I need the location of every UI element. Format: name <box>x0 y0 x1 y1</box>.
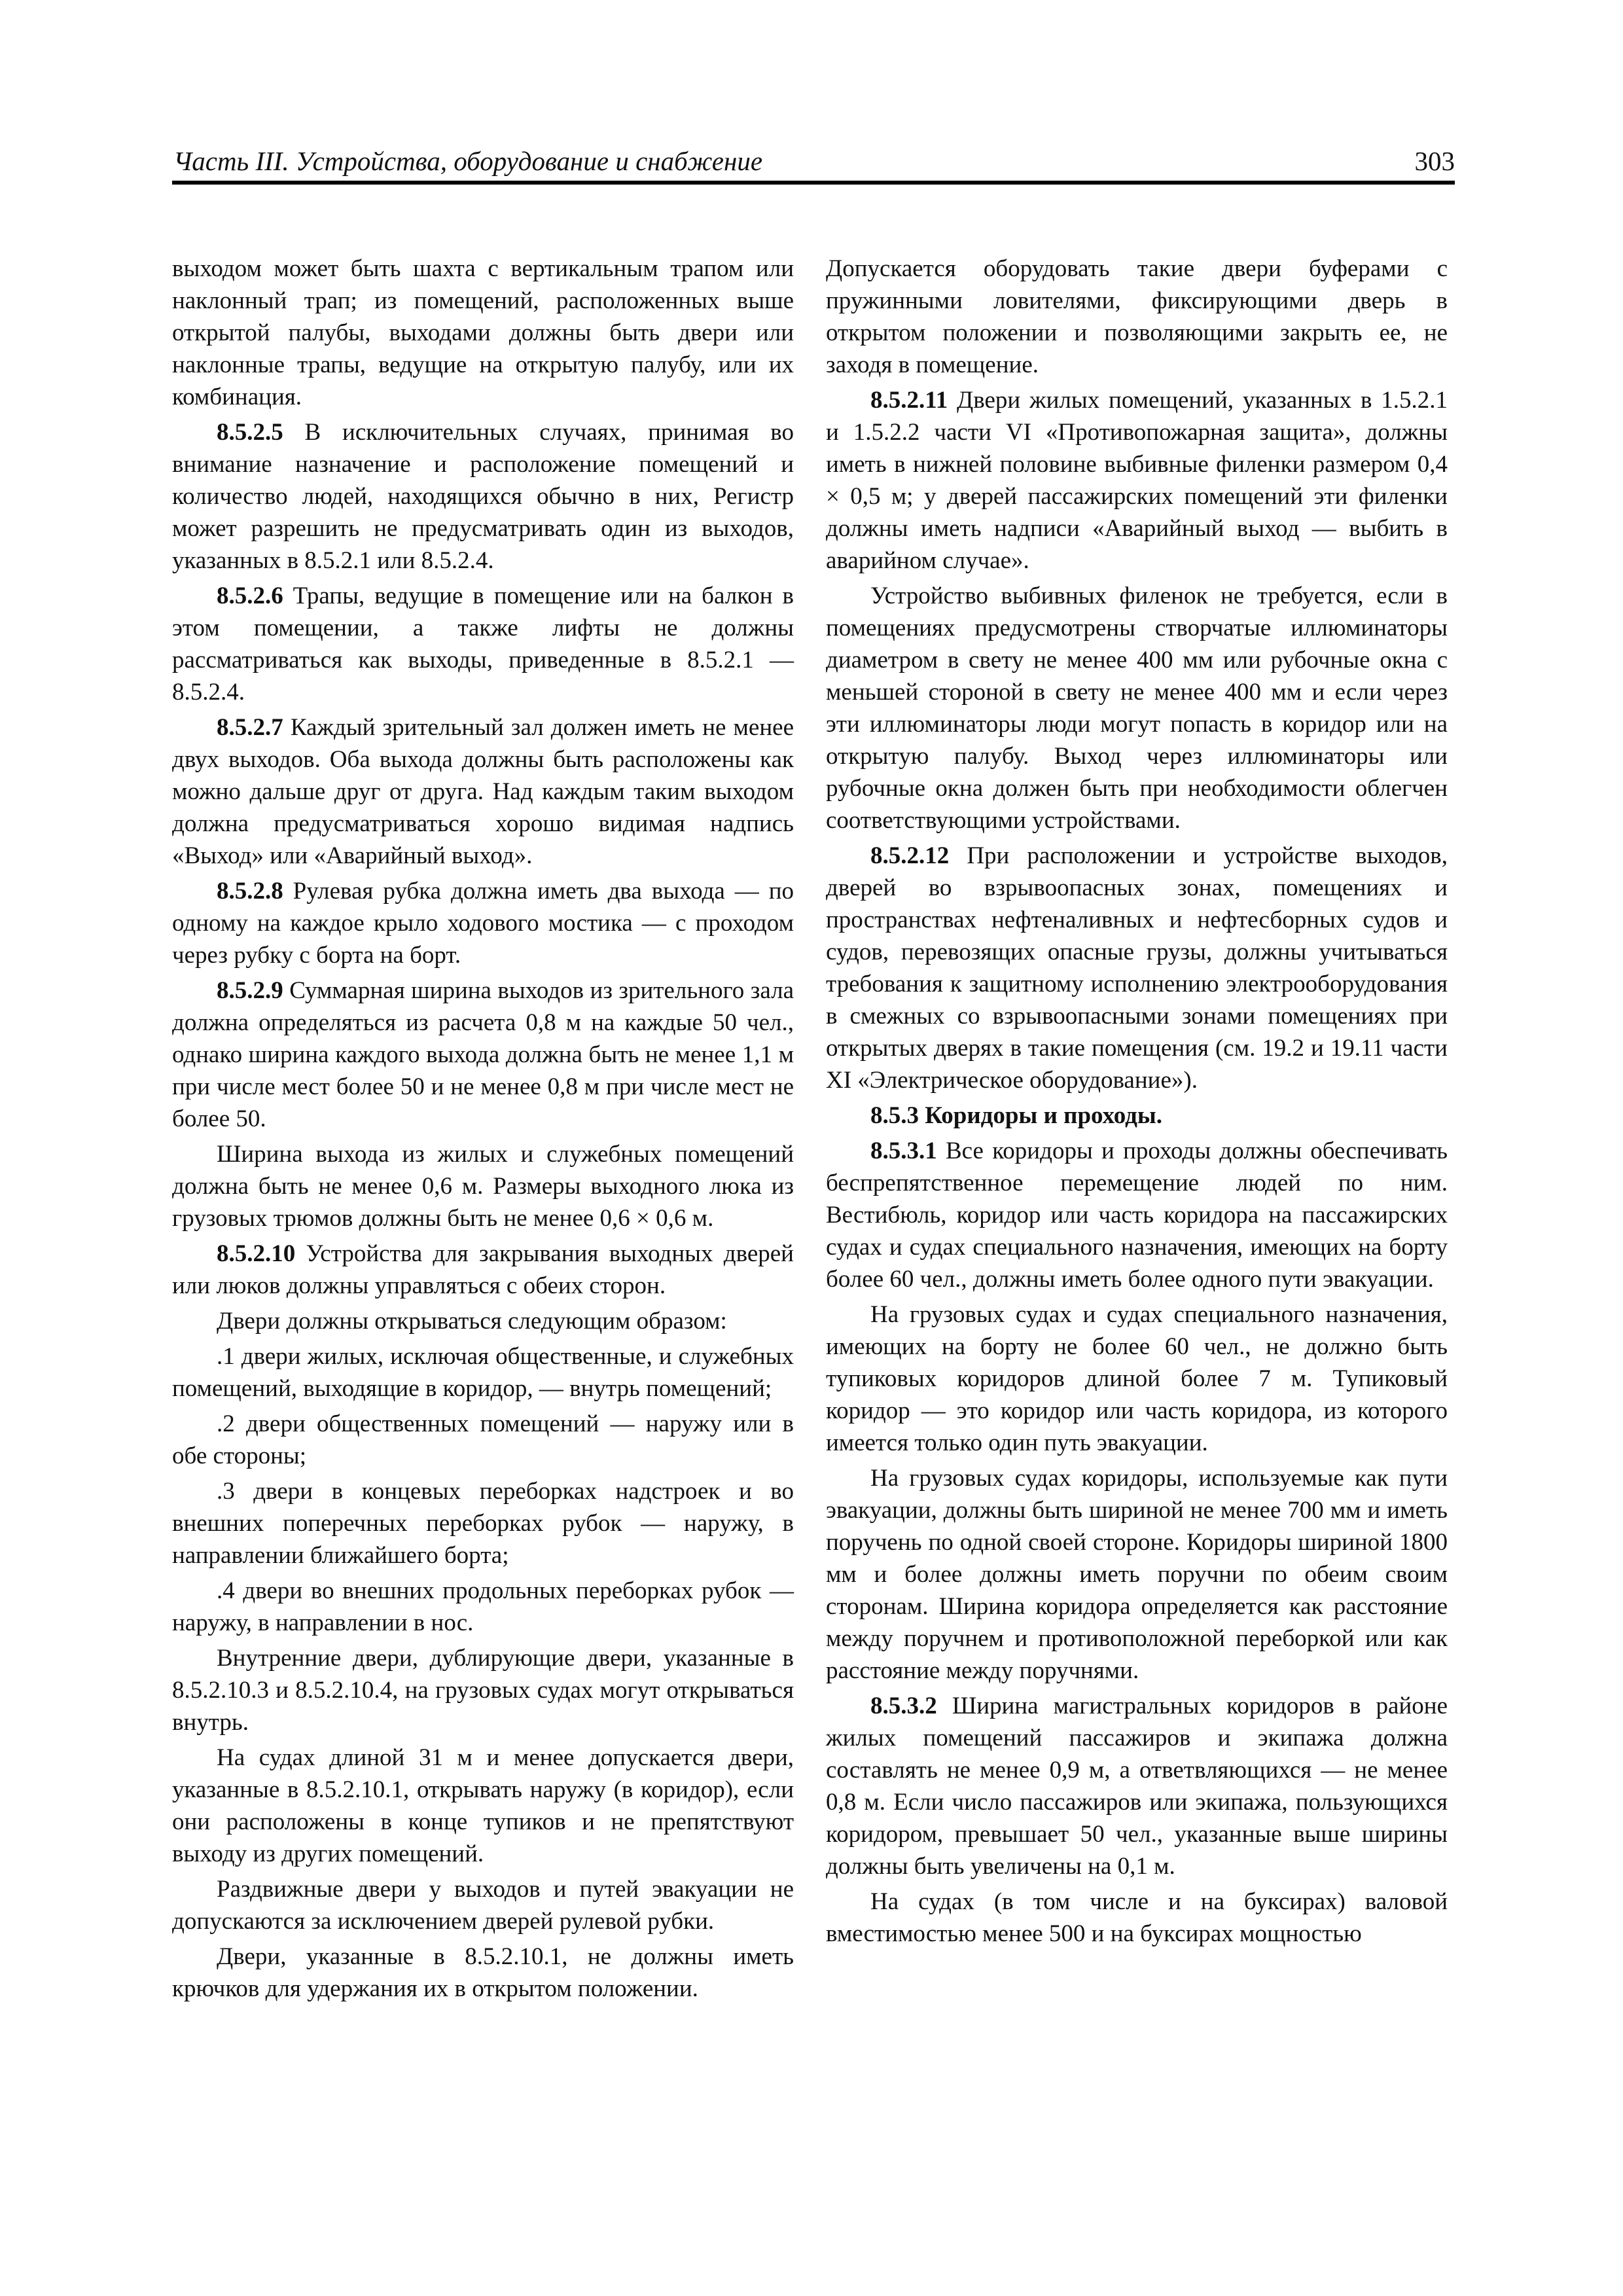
paragraph: На судах длиной 31 м и менее допускается двери, указанные в 8.5.2.10.1, открывать наружу (в коридор), если они расположены в конце тупиков и не препятствуют выходу из других помещений. <box>172 1744 794 1867</box>
list-item: .3 двери в концевых переборках надстроек и во внешних поперечных переборках рубок — наружу, в направлении ближайшего борта; <box>172 1478 794 1569</box>
paragraph: На судах (в том числе и на буксирах) валовой вместимостью менее 500 и на буксирах мощностью <box>826 1888 1448 1947</box>
left-column <box>172 253 794 2008</box>
paragraph: Внутренние двери, дублирующие двери, указанные в 8.5.2.10.3 и 8.5.2.10.4, на грузовых судах могут открываться внутрь. <box>172 1645 794 1736</box>
clause-number: 8.5.3.1 <box>870 1138 937 1164</box>
paragraph: Раздвижные двери у выходов и путей эвакуации не допускаются за исключением дверей рулевой рубки. <box>172 1876 794 1935</box>
list-item: .4 двери во внешних продольных переборках рубок — наружу, в направлении в нос. <box>172 1577 794 1636</box>
paragraph: 8.5.2.8 Рулевая рубка должна иметь два выхода — по одному на каждое крыло ходового мостика — с проходом через рубку с борта на борт. <box>172 878 794 969</box>
paragraph: Допускается оборудовать такие двери буферами с пружинными ловителями, фиксирующими дверь в открытом положении и позволяющими закрыть ее, не заходя в помещение. <box>826 255 1448 378</box>
clause-number: 8.5.3.2 <box>870 1693 937 1719</box>
clause-number: 8.5.2.7 <box>217 714 283 741</box>
paragraph: Устройство выбивных филенок не требуется, если в помещениях предусмотрены створчатые иллюминаторы диаметром в свету не менее 400 мм или рубочные окна с меньшей стороной в свету не менее 400 мм и если через эти иллюминаторы люди могут попасть в коридор или на открытую палубу. Выход через иллюминаторы или рубочные окна должен быть при необходимости облегчен соответствующими устройствами. <box>826 583 1448 834</box>
section-heading: 8.5.3 Коридоры и проходы. <box>870 1102 1162 1129</box>
clause-number: 8.5.2.10 <box>217 1240 296 1267</box>
paragraph: На грузовых судах и судах специального назначения, имеющих на борту не более 60 чел., не должно быть тупиковых коридоров длиной более 7 м. Тупиковый коридор — это коридор или часть коридора, из которого имеется только один путь эвакуации. <box>826 1301 1448 1456</box>
header-title: Часть III. Устройства, оборудование и снабжение <box>173 146 763 176</box>
paragraph: 8.5.3.2 Ширина магистральных коридоров в районе жилых помещений пассажиров и экипажа должна составлять не менее 0,9 м, а ответвляющихся — не менее 0,8 м. Если число пассажиров или экипажа, пользующихся коридором, превышает 50 чел., указанные выше ширины должны быть увеличены на 0,1 м. <box>826 1693 1448 1880</box>
clause-number: 8.5.3 <box>870 1102 919 1129</box>
paragraph: 8.5.2.12 При расположении и устройстве выходов, дверей во взрывоопасных зонах, помещениях и пространствах нефтеналивных и нефтесборных судов и судов, перевозящих опасные грузы, должны учитываться требования к защитному исполнению электрооборудования в смежных со взрывоопасными зонами помещениях при открытых дверях в такие помещения (см. 19.2 и 19.11 части XI «Электрическое оборудование»). <box>826 842 1448 1094</box>
paragraph: Двери должны открываться следующим образом: <box>217 1308 727 1335</box>
paragraph: выходом может быть шахта с вертикальным трапом или наклонный трап; из помещений, расположенных выше открытой палубы, выходами должны быть двери или наклонные трапы, ведущие на открытую палубу, или их комбинация. <box>172 255 794 410</box>
paragraph: На грузовых судах коридоры, используемые как пути эвакуации, должны быть шириной не менее 700 мм и иметь поручень по одной своей стороне. Коридоры шириной 1800 мм и более должны иметь поручни по обеим своим сторонам. Ширина коридора определяется как расстояние между поручнем и противоположной переборкой или как расстояние между поручнями. <box>826 1465 1448 1684</box>
paragraph: 8.5.2.11 Двери жилых помещений, указанных в 1.5.2.1 и 1.5.2.2 части VI «Противопожарная защита», должны иметь в нижней половине выбивные филенки размером 0,4 × 0,5 м; у дверей пассажирских помещений эти филенки должны иметь надписи «Аварийный выход — выбить в аварийном случае». <box>826 387 1448 574</box>
paragraph: 8.5.2.5 В исключительных случаях, принимая во внимание назначение и расположение помещений и количество людей, находящихся обычно в них, Регистр может разрешить не предусматривать один из выходов, указанных в 8.5.2.1 или 8.5.2.4. <box>172 419 794 574</box>
list-item: .2 двери общественных помещений — наружу или в обе стороны; <box>172 1410 794 1469</box>
paragraph: Ширина выхода из жилых и служебных помещений должна быть не менее 0,6 м. Размеры выходного люка из грузовых трюмов должны быть не менее 0,6 × 0,6 м. <box>172 1141 794 1232</box>
clause-number: 8.5.2.9 <box>217 977 283 1004</box>
clause-number: 8.5.2.8 <box>217 878 283 905</box>
paragraph: Двери, указанные в 8.5.2.10.1, не должны иметь крючков для удержания их в открытом положении. <box>172 1943 794 2002</box>
paragraph: 8.5.2.6 Трапы, ведущие в помещение или на балкон в этом помещении, а также лифты не должны рассматриваться как выходы, приведенные в 8.5.2.1 — 8.5.2.4. <box>172 583 794 706</box>
paragraph: 8.5.3.1 Все коридоры и проходы должны обеспечивать беспрепятственное перемещение людей по ним. Вестибюль, коридор или часть коридора на пассажирских судах и судах специального назначения, имеющих на борту более 60 чел., должны иметь более одного пути эвакуации. <box>826 1138 1448 1293</box>
paragraph: 8.5.2.10 Устройства для закрывания выходных дверей или люков должны управляться с обеих сторон. <box>172 1240 794 1299</box>
right-column <box>826 253 1448 1953</box>
clause-number: 8.5.2.6 <box>217 583 283 609</box>
clause-number: 8.5.2.11 <box>870 387 948 414</box>
page-number: 303 <box>1414 146 1455 176</box>
clause-number: 8.5.2.5 <box>217 419 283 446</box>
list-item: .1 двери жилых, исключая общественные, и служебных помещений, выходящие в коридор, — внутрь помещений; <box>172 1343 794 1402</box>
clause-number: 8.5.2.12 <box>870 842 950 869</box>
running-header <box>172 140 1455 185</box>
paragraph: 8.5.2.7 Каждый зрительный зал должен иметь не менее двух выходов. Оба выхода должны быть расположены как можно дальше друг от друга. Над каждым таким выходом должна предусматриваться хорошо видимая надпись «Выход» или «Аварийный выход». <box>172 714 794 869</box>
paragraph: 8.5.2.9 Суммарная ширина выходов из зрительного зала должна определяться из расчета 0,8 м на каждые 50 чел., однако ширина каждого выхода должна быть не менее 1,1 м при числе мест более 50 и не менее 0,8 м при числе мест не более 50. <box>172 977 794 1132</box>
